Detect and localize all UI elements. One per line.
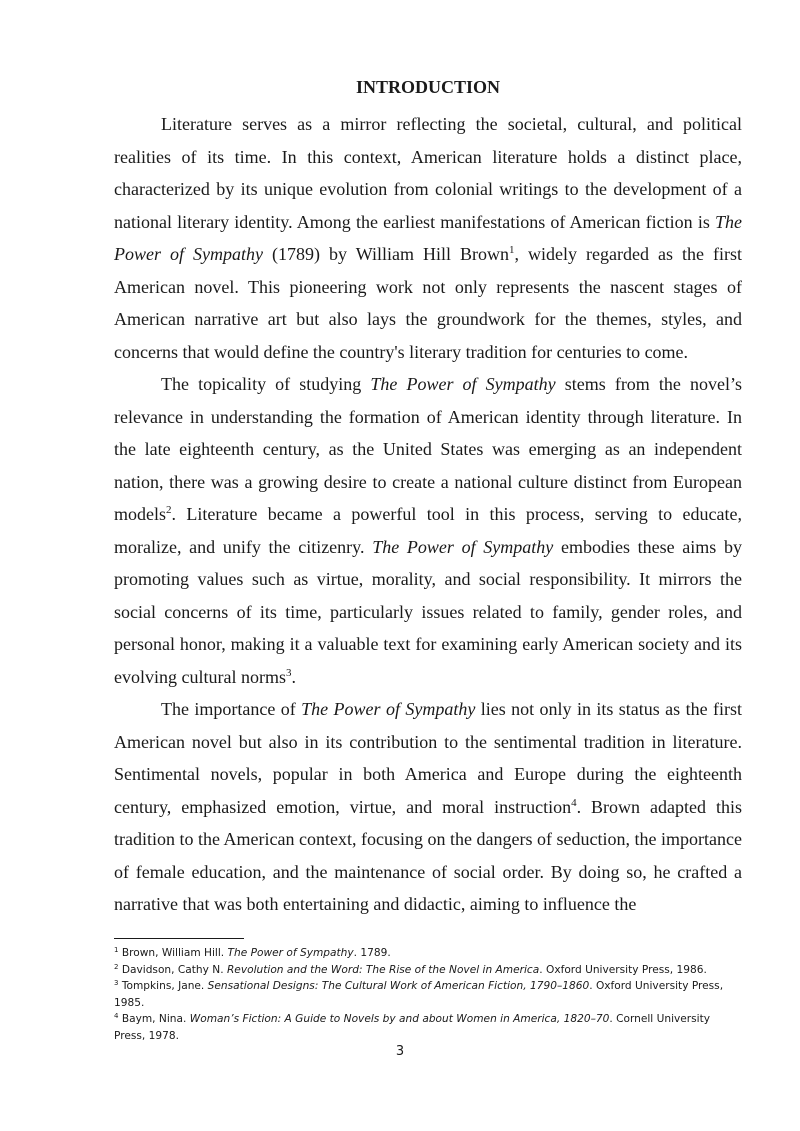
text-run: . 1789. <box>353 947 391 959</box>
footnote <box>114 1011 742 1044</box>
footnote <box>114 945 742 962</box>
paragraph <box>114 693 742 921</box>
text-run: Brown, William Hill. <box>118 947 228 959</box>
page-number: 3 <box>395 1044 405 1059</box>
italic-title: Woman’s Fiction: A Guide to Novels by and about Women in America, 1820–70 <box>189 1013 610 1025</box>
italic-title: Sensational Designs: The Cultural Work of American Fiction, 1790–1860 <box>207 980 590 992</box>
text-run: The topicality of studying <box>161 374 371 394</box>
footnote-marker: 1 <box>114 946 119 954</box>
footnote <box>114 962 742 979</box>
footnote-marker: 1 <box>509 244 515 256</box>
footnote-marker: 3 <box>114 979 119 987</box>
text-run: . Brown adapted this tradition to the American context, focusing on the dangers of seduction, the importance of female education, and the maintenance of social order. By doing so, he crafted a narrative that was both entertaining and didactic, aiming to influence the <box>114 796 742 914</box>
text-run: (1789) by William Hill Brown <box>263 244 509 264</box>
text-run: . Literature became a powerful tool in this process, serving to educate, moralize, and unify the citizenry. <box>114 504 742 557</box>
footnote-separator <box>114 938 244 939</box>
text-run: . Cornell University Press, 1978. <box>114 1013 711 1042</box>
footnotes <box>114 945 742 1044</box>
footnote <box>114 978 742 1011</box>
footnote-marker: 4 <box>114 1012 119 1020</box>
footnote-marker: 3 <box>285 666 292 679</box>
body-text <box>114 108 742 921</box>
text-run: Literature serves as a mirror reflecting the societal, cultural, and political realities of its time. In this context, American literature holds a distinct place, characterized by its unique evolution from colonial writings to the development of a national literary identity. Among the earliest manifestations of American fiction is <box>114 114 742 232</box>
text-run: stems from the novel’s relevance in understanding the formation of American identity through literature. In the late eighteenth century, as the United States was emerging as an independent nation, there was a growing desire to create a national culture distinct from European models <box>114 374 742 524</box>
page-heading: INTRODUCTION <box>355 77 501 97</box>
italic-title: The Power of Sympathy <box>227 947 354 959</box>
italic-title: Revolution and the Word: The Rise of the Novel in America <box>226 963 540 976</box>
paragraph <box>114 108 742 368</box>
text-run: , widely regarded as the first American novel. This pioneering work not only represents the nascent stages of American narrative art but also lays the groundwork for the themes, styles, and concerns that would define the country's literary tradition for centuries to come. <box>114 244 742 362</box>
text-run: . Oxford University Press, 1986. <box>539 963 707 976</box>
text-run: . <box>291 666 296 687</box>
text-run: Tompkins, Jane. <box>118 980 208 992</box>
text-run: . Oxford University Press, 1985. <box>114 980 724 1009</box>
italic-title: The Power of Sympathy <box>114 211 742 264</box>
text-run: Davidson, Cathy N. <box>118 963 227 976</box>
italic-title: The Power of Sympathy <box>372 536 554 557</box>
text-run: The importance of <box>161 699 302 719</box>
italic-title: The Power of Sympathy <box>370 374 556 394</box>
text-run: Baym, Nina. <box>118 1013 190 1025</box>
text-run: lies not only in its status as the first American novel but also in its contribution to the sentimental tradition in literature. Sentimental novels, popular in both America and Europe during the eighteenth century, emphasized emotion, virtue, and moral instruction <box>114 699 742 817</box>
text-run: embodies these aims by promoting values such as virtue, morality, and social responsibility. It mirrors the social concerns of its time, particularly issues related to family, gender roles, and personal honor, making it a valuable text for examining early American society and its evolving cultural norms <box>114 536 742 687</box>
italic-title: The Power of Sympathy <box>301 699 476 719</box>
footnote-marker: 2 <box>166 504 172 516</box>
paragraph <box>114 368 742 693</box>
footnote-marker: 2 <box>114 962 119 971</box>
footnote-marker: 4 <box>571 796 577 809</box>
